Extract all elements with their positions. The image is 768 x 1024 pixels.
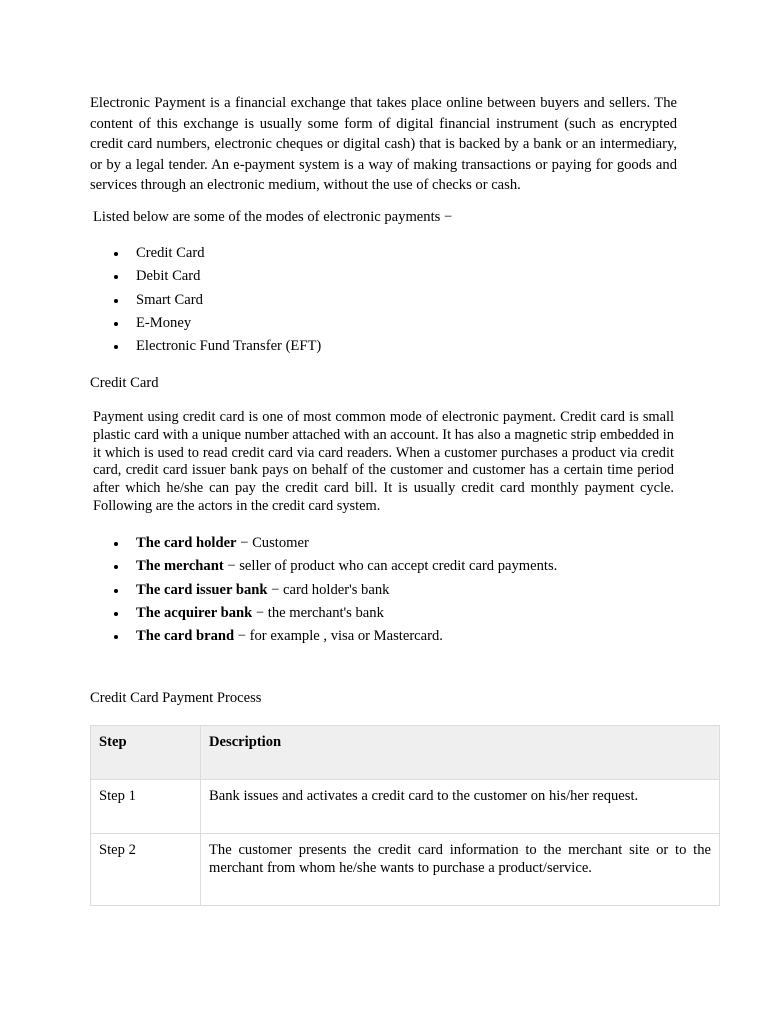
description-cell: The customer presents the credit card information to the merchant site or to the merchant from whom he/she wants to purchase a product/service. xyxy=(201,834,720,906)
list-item xyxy=(90,602,557,625)
list-item: Electronic Fund Transfer (EFT) xyxy=(90,335,321,358)
list-item xyxy=(90,532,557,555)
list-item: E-Money xyxy=(90,312,321,335)
actor-term: The card brand xyxy=(136,628,235,645)
actor-term: The acquirer bank xyxy=(136,604,253,621)
column-header-description: Description xyxy=(201,726,720,780)
list-item xyxy=(90,579,557,602)
intro-paragraph: Electronic Payment is a financial exchange that takes place online between buyers and sellers. The content of this exchange is usually some form of digital financial instrument (such as encrypted credit card numbers, electronic cheques or digital cash) that is backed by a bank or an intermediary, or by a legal tender. An e-payment system is a way of making transactions or paying for goods and services through an electronic medium, without the use of checks or cash. xyxy=(90,95,677,194)
actor-term: The merchant xyxy=(136,558,224,575)
list-item: Debit Card xyxy=(90,265,321,288)
actor-desc: − card holder's bank xyxy=(267,581,390,598)
table-header-row xyxy=(91,726,720,780)
actor-term: The card holder xyxy=(136,535,237,551)
actor-desc: − seller of product who can accept credit card payments. xyxy=(223,558,558,575)
actors-list xyxy=(90,532,557,648)
modes-list xyxy=(90,242,321,358)
description-cell: Bank issues and activates a credit card to the customer on his/her request. xyxy=(201,780,720,834)
process-heading: Credit Card Payment Process xyxy=(90,690,262,706)
credit-card-paragraph: Payment using credit card is one of most common mode of electronic payment. Credit card is small plastic card with a unique number attached with an account. It has also a magnetic strip embedded in it which is used to read credit card via card readers. When a customer purchases a product via credit card, credit card issuer bank pays on behalf of the customer and customer has a certain time period after which he/she can pay the credit card bill. It is usually credit card monthly payment cycle. Following are the actors in the credit card system. xyxy=(93,409,674,514)
actor-desc: − Customer xyxy=(236,535,309,551)
column-header-step: Step xyxy=(91,726,201,780)
list-item: Credit Card xyxy=(90,242,321,265)
step-cell: Step 1 xyxy=(91,780,201,834)
list-item: Smart Card xyxy=(90,289,321,312)
actor-desc: − the merchant's bank xyxy=(252,604,384,621)
modes-heading: Listed below are some of the modes of electronic payments − xyxy=(93,209,453,225)
step-cell: Step 2 xyxy=(91,834,201,906)
table-row xyxy=(91,834,720,906)
actor-term: The card issuer bank xyxy=(136,581,268,598)
process-table xyxy=(90,725,720,906)
list-item xyxy=(90,625,557,648)
credit-card-heading: Credit Card xyxy=(90,375,159,391)
table-row xyxy=(91,780,720,834)
actor-desc: − for example , visa or Mastercard. xyxy=(234,628,443,645)
list-item xyxy=(90,555,557,578)
